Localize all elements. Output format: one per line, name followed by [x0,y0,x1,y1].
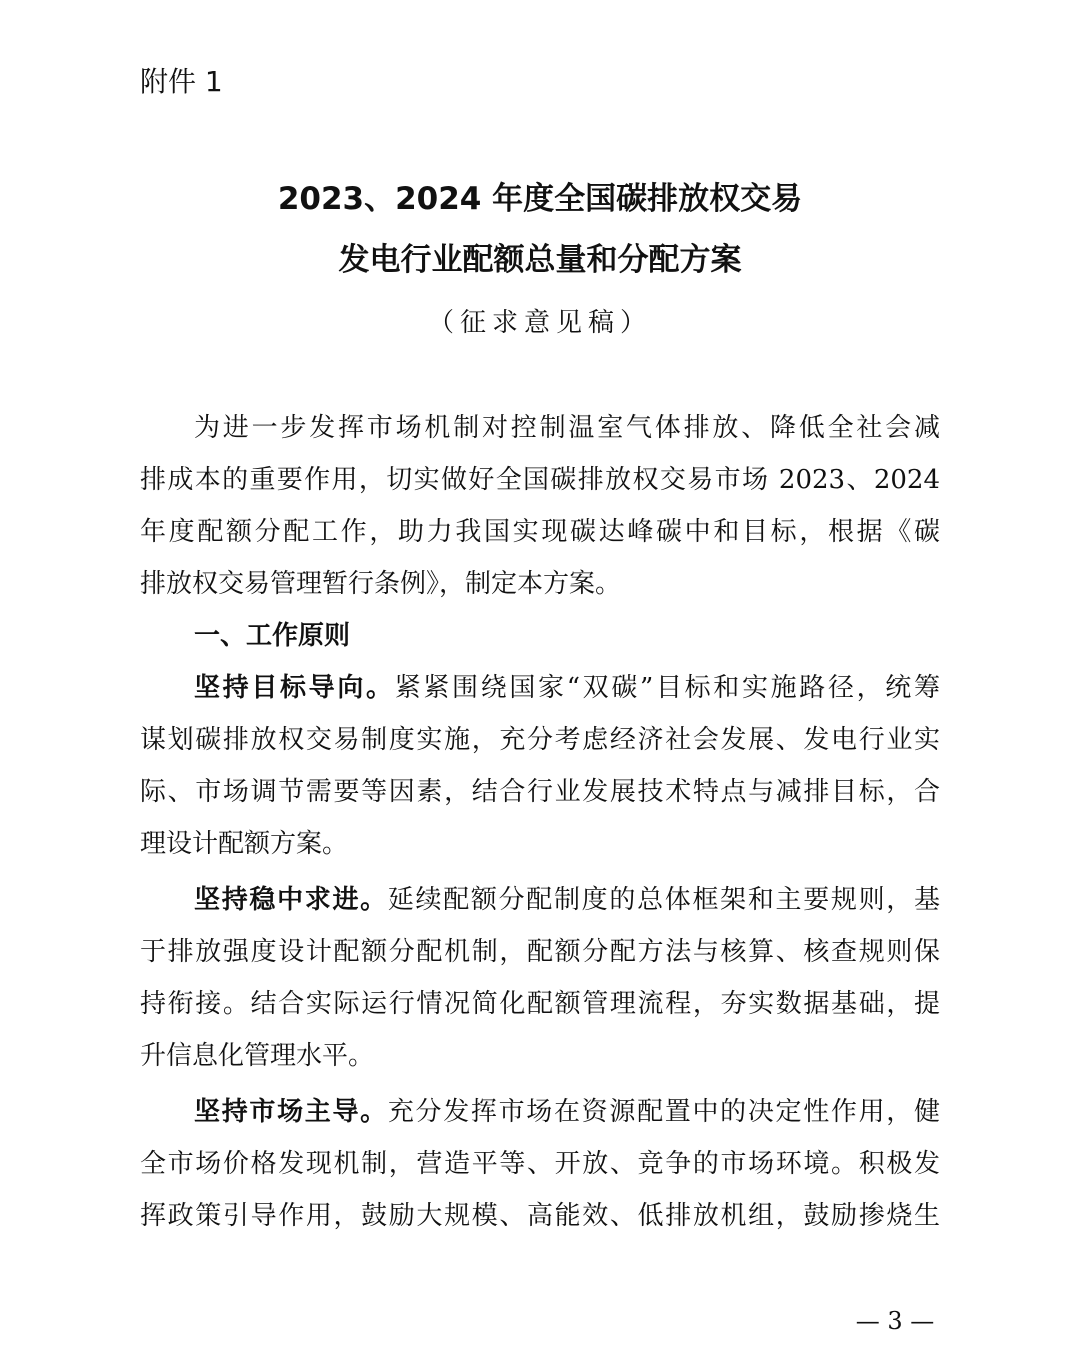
principle-3-lead: 坚持市场主导。 [194,1097,388,1127]
paragraph-line: 为进一步发挥市场机制对控制温室气体排放、降低全社会减 [194,413,940,443]
paragraph-line: 排放权交易管理暂行条例》，制定本方案。 [140,569,622,599]
paragraph-line: 理设计配额方案。 [140,829,349,859]
paragraph-line: 升信息化管理水平。 [140,1041,375,1071]
paragraph-line: 于排放强度设计配额分配机制，配额分配方法与核算、核查规则保 [140,937,940,967]
paragraph-line: 际、市场调节需要等因素，结合行业发展技术特点与减排目标，合 [140,777,940,807]
principle-1-lead: 坚持目标导向。 [194,673,395,703]
paragraph-line: 持衔接。结合实际运行情况简化配额管理流程，夯实数据基础，提 [140,989,940,1019]
draft-status-subtitle: （征求意见稿） [427,308,652,338]
section-heading: 一、工作原则 [194,621,351,651]
page-number: — 3 — [855,1307,935,1335]
paragraph-line: 谋划碳排放权交易制度实施，充分考虑经济社会发展、发电行业实 [140,725,940,755]
document-title-line-1: 2023、2024 年度全国碳排放权交易 [277,181,803,217]
document-title-line-2: 发电行业配额总量和分配方案 [338,242,742,278]
paragraph-line: 挥政策引导作用，鼓励大规模、高能效、低排放机组，鼓励掺烧生 [140,1201,940,1231]
principle-1-text: 紧紧围绕国家“双碳”目标和实施路径，统筹 [394,673,940,703]
paragraph-line: 年度配额分配工作，助力我国实现碳达峰碳中和目标，根据《碳 [140,517,940,547]
paragraph-line: 排成本的重要作用，切实做好全国碳排放权交易市场 2023、2024 [140,465,940,495]
attachment-label: 附件 1 [140,65,223,98]
paragraph-line: 全市场价格发现机制，营造平等、开放、竞争的市场环境。积极发 [140,1149,940,1179]
principle-2-first-line [140,880,940,920]
principle-3-first-line [140,1092,940,1132]
principle-2-lead: 坚持稳中求进。 [194,885,388,915]
principle-1-first-line [140,668,940,708]
principle-2-text: 延续配额分配制度的总体框架和主要规则，基 [387,885,940,915]
principle-3-text: 充分发挥市场在资源配置中的决定性作用，健 [387,1097,940,1127]
